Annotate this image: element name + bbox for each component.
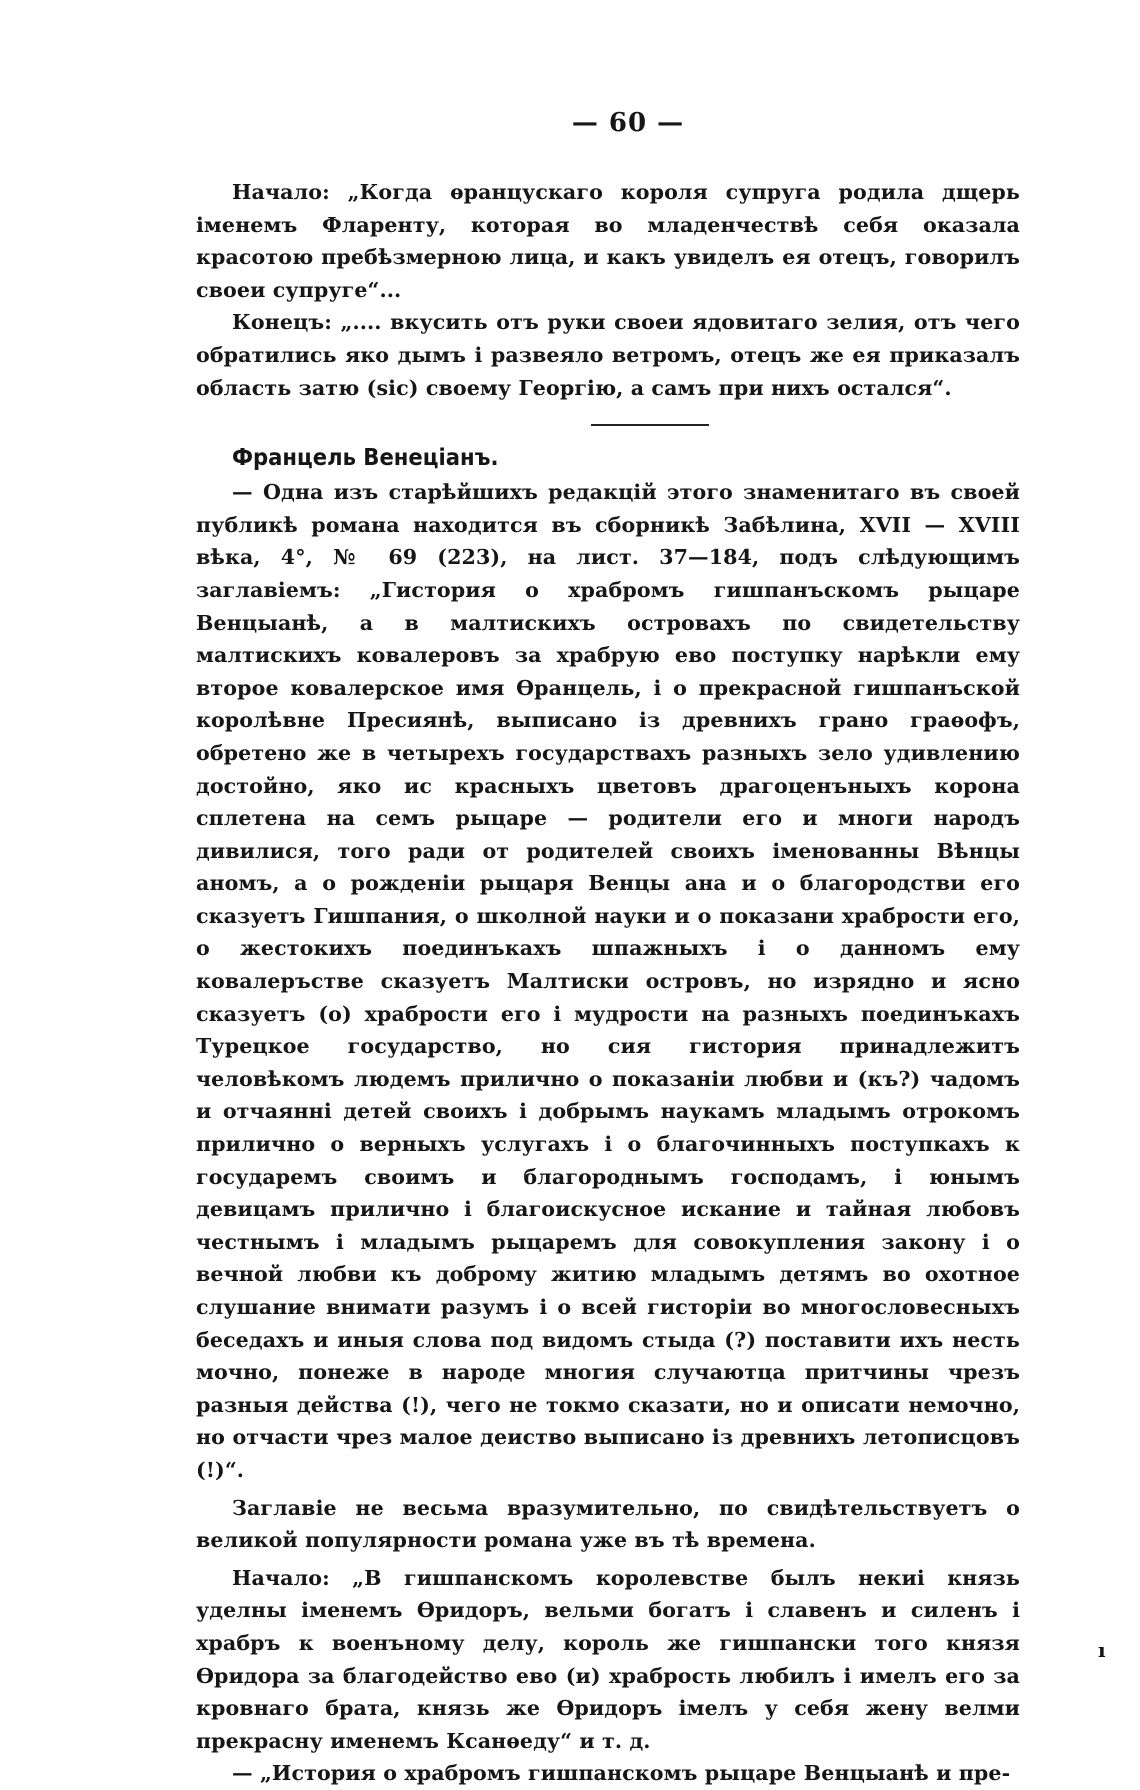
beginning-label: Начало: bbox=[232, 180, 330, 204]
body-paragraph-2: Заглавiе не весьма вразумительно, по свидѣтельствуетъ о великой популярности романа уже въ тѣ времена. bbox=[196, 1495, 1020, 1553]
body-paragraph-3: — „История о храбромъ гишпанскомъ рыцаре Венцыанѣ и пре- bbox=[232, 1761, 1011, 1786]
ending-label: Конецъ: bbox=[232, 310, 332, 335]
beginning-text-2: „В гишпанскомъ королевстве былъ некиi князь уделны iменемъ Ѳридоръ, вельми богатъ i славенъ и силенъ i храбръ к военъному делу, король же гишпански того князя Ѳридора за благодейство ево (и) храбрость любилъ i имелъ его за кровнаго брата, князь же Ѳридоръ iмелъ у себя жену велми прекрасну именемъ Ксанѳеду“ и т. д. bbox=[196, 1565, 1020, 1753]
document-page bbox=[196, 108, 1020, 1790]
ending-paragraph-1 bbox=[196, 306, 1020, 404]
beginning-text: „Когда ѳранцускаго короля супруга родила дщерь iменемъ Фларенту, которая во младенчествѣ себя оказала красотою пребѣзмерною лица, и какъ увиделъ ея отецъ, говорилъ своеи супруге“... bbox=[196, 180, 1020, 302]
section-heading: Францель Венецiанъ. bbox=[232, 445, 499, 472]
page-number: — 60 — bbox=[571, 108, 685, 138]
section-divider bbox=[591, 424, 709, 426]
beginning-paragraph-2 bbox=[196, 1562, 1020, 1758]
ending-text: „.... вкусить отъ руки своеи ядовитаго зелия, отъ чего обратились яко дымъ i развеяло ветромъ, отецъ же ея приказалъ область затю (sic) своему Георгiю, а самъ при нихъ остался“. bbox=[196, 310, 1020, 400]
body-paragraph-1: — Одна изъ старѣйшихъ редакцiй этого знаменитаго въ своей публикѣ романа находится въ сборникѣ Забѣлина, XVII — XVIII вѣка, 4°, № 69 (223), на лист. 37—184, подъ слѣдующимъ заглавiемъ: „Гистория о храбромъ гишпанъскомъ рыцаре Венцыанѣ, а в малтискихъ островахъ по свидетельству малтискихъ ковалеровъ за храбрую ево поступку нарѣкли ему второе ковалерское имя Ѳранцель, i о прекрасной гишпанъской королѣвне Пресиянѣ, выписано iз древнихъ грано граѳофъ, обретено же в четырехъ государствахъ разныхъ зело удивлению достойно, яко ис красныхъ цветовъ драгоценъныхъ корона сплетена на семъ рыцаре — родители его и многи народъ дивилися, того ради от родителей своихъ iменованны Вѣнцы аномъ, а о рожденiи рыцаря Венцы ана и о благородстви его сказуетъ Гишпания, о школной науки и о показани храбрости его, о жестокихъ поединъкахъ шпажныхъ i о данномъ ему ковалеръстве сказуетъ Малтиски островъ, но изрядно и ясно сказуетъ (о) храбрости его i мудрости на разныхъ поединъкахъ Турецкое государство, но сия гистория принадлежитъ человѣкомъ людемъ прилично о показанiи любви и (къ?) чадомъ и отчаяннi детей своихъ i добрымъ наукамъ младымъ отрокомъ прилично о верныхъ услугахъ i о благочинныхъ поступкахъ к государемъ своимъ и благороднымъ господамъ, i юнымъ девицамъ прилично i благоискусное искание и тайная любовъ честнымъ i младымъ рыцаремъ для совокупления закону i о вечной любви къ доброму житию младымъ детямъ во охотное слушание внимати разумъ i о всей гисторiи во многословесныхъ беседахъ и иныя слова под видомъ стыда (?) поставити ихъ несть мочно, понеже в народе многия случаютца притчины чрезъ разныя действа (!), чего не токмо сказати, но и описати немочно, но отчасти чрез малое деиство выписано iз древнихъ летописцовъ (!)“. bbox=[196, 480, 1020, 1482]
beginning-label-2: Начало: bbox=[232, 1565, 330, 1590]
beginning-paragraph-1 bbox=[196, 176, 1020, 306]
margin-mark: ı bbox=[1098, 1638, 1106, 1662]
